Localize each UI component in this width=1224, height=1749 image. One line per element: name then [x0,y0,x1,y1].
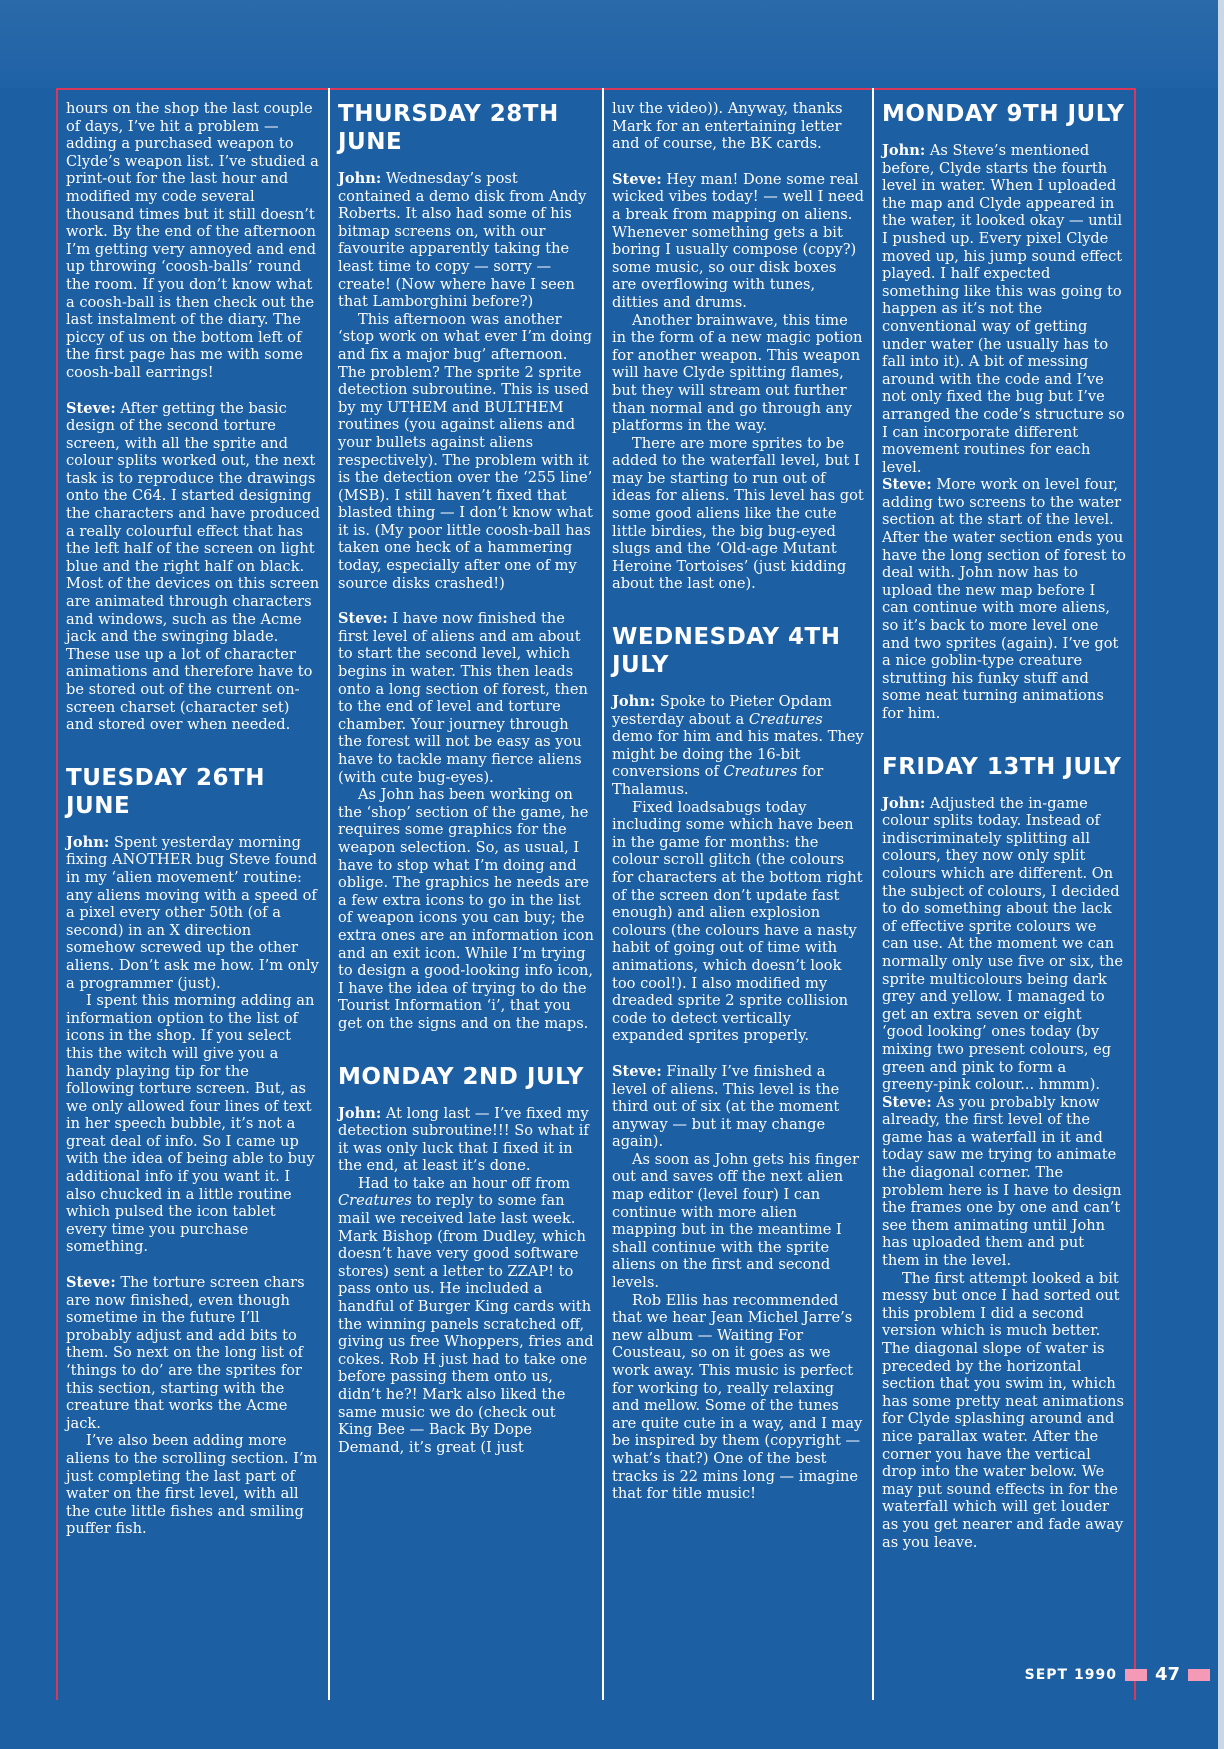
speaker-label: John: [882,794,926,812]
paragraph: As John has been working on the ‘shop’ section of the game, he requires some graphics for the weapon selection. So, as usual, I have to stop what I’m doing and oblige. The graphics he needs are a few extra icons to go in the list of weapon icons you can buy; the extra ones are an information icon and an exit icon. While I’m trying to design a good-looking info icon, I have the idea of trying to do the Tourist Information ‘i’, that you get on the signs and on the maps. [338,786,594,1032]
paragraph: Fixed loadsabugs today including some which have been in the game for months: the colour scroll glitch (the colours for characters at the bottom right of the screen don’t update fast enough) and alien explosion colours (the colours have a nasty habit of going out of time with animations, which doesn’t look too cool!). I also modified my dreaded sprite 2 sprite collision code to detect vertically expanded sprites properly. [612,798,863,1045]
speaker-label: Steve: [66,1274,116,1292]
issue-date: SEPT 1990 [1024,1666,1117,1683]
paragraph-text: After getting the basic design of the second torture screen, with all the sprite and colour splits worked out, the next task is to reproduce the drawings onto the C64. I started designing the characters and have produced a really colourful effect that has the left half of the screen on light blue and the right half on black. Most of the devices on this screen are animated through characters and windows, such as the Acme jack and the swinging blade. These use up a lot of character animations and therefore have to be stored out of the current on-screen charset (character set) and stored over when needed. [66,399,320,734]
page-top-margin [0,0,1224,88]
column-2 [328,88,602,1700]
diary-date-heading: WEDNESDAY 4TH JULY [612,624,841,679]
footer-bar-right [1188,1669,1210,1681]
paragraph [66,400,320,734]
page-number: 47 [1154,1664,1180,1685]
paragraph: There are more sprites to be added to the waterfall level, but I may be starting to run out of ideas for aliens. This level has got some good aliens like the cute little birdies, the big bug-eyed slugs and the ‘Old-age Mutant Heroine Tortoises’ (just kidding about the last one). [612,434,864,593]
speaker-label: John: [66,833,110,851]
paragraph [882,795,1126,1094]
paragraph [882,142,1126,476]
paragraph-text: As you probably know already, the first level of the game has a waterfall in it and today saw me trying to animate the diagonal corner. The problem here is I have to design the frames one by one and can’t see them animating until John has uploaded them and put them in the level. [882,1093,1122,1270]
paragraph-text: Spent yesterday morning fixing ANOTHER bug Steve found in my ‘alien movement’ routine: any aliens moving with a speed of a pixel every other 50th (of a second) in an X direction somehow screwed up the other aliens. Don’t ask me how. I’m only a programmer (just). [66,833,319,992]
speaker-label: Steve: [338,610,388,628]
game-title: Creatures [748,710,823,728]
speaker-label: Steve: [612,1062,662,1080]
paragraph-text: At long last — I’ve fixed my detection subroutine!!! So what if it was only luck that I fixed it in the end, at least it’s done. [338,1104,589,1175]
paragraph: I spent this morning adding an information option to the list of icons in the shop. If you select this the witch will give you a handy playing tip for the following torture screen. But, as we only allowed four lines of text in her speech bubble, it’s not a great deal of info. So I came up with the idea of being able to buy additional info if you want it. I also chucked in a little routine which pulsed the icon tablet every time you purchase something. [66,992,315,1256]
paragraph-text: for Thalamus. [612,763,824,798]
paragraph-text: Finally I’ve finished a level of aliens. This level is the third out of six (at the moment anyway — but it may change again). [612,1062,840,1151]
paragraph [338,170,594,311]
speaker-label: Steve: [66,399,116,417]
paragraph-text: to reply to some fan mail we received late last week. Mark Bishop (from Dudley, which doesn’t have very good software stores) sent a letter to ZZAP! to pass onto us. He included a handful of Burger King cards with the winning panels scratched off, giving us free Whoppers, fries and cokes. Rob H just had to take one before passing them onto us, didn’t he?! Mark also liked the same music we do (check out King Bee — Back By Dope Demand, it’s great (I just [338,1192,594,1456]
game-title: Creatures [723,763,798,781]
paragraph-text: More work on level four, adding two screens to the water section at the start of the level. After the water section ends you have the long section of forest to deal with. John now has to upload the new map before I can continue with more aliens, so it’s back to more level one and two sprites (again). I’ve got a nice goblin-type creature strutting his funky stuff and some neat turning animations for him. [882,476,1126,722]
paragraph: hours on the shop the last couple of days, I’ve hit a problem — adding a purchased weapon to Clyde’s weapon list. I’ve studied a print-out for the last hour and modified my code several thousand times but it still doesn’t work. By the end of the afternoon I’m getting very annoyed and end up throwing ‘coosh-balls’ round the room. If you don’t know what a coosh-ball is then check out the last instalment of the diary. The piccy of us on the bottom left of the first page has me with some coosh-ball earrings! [66,100,319,381]
speaker-label: Steve: [882,476,932,494]
paragraph [882,476,1126,722]
paragraph-text: demo for him and his mates. They might be doing the 16-bit conversions of [612,728,864,781]
speaker-label: John: [338,170,382,187]
paragraph: The first attempt looked a bit messy but once I had sorted out this problem I did a second version which is much better. The diagonal slope of water is preceded by the horizontal section that you swim in, which has some pretty neat animations for Clyde splashing around and nice parallax water. After the corner you have the vertical drop into the water below. We may put sound effects in for the waterfall which will get louder as you get nearer and fade away as you leave. [882,1269,1124,1551]
page-footer [1025,1664,1210,1685]
speaker-label: John: [612,693,656,711]
speaker-label: John: [338,1104,382,1122]
paragraph: luv the video)). Anyway, thanks Mark for an entertaining letter and of course, the BK cards. [612,100,843,153]
paragraph-text: The torture screen chars are now finished, even though sometime in the future I’ll probably adjust and add bits to them. So next on the long list of ‘things to do’ are the sprites for this section, starting with the creature that works the Acme jack. [66,1274,305,1432]
game-title: Creatures [338,1192,412,1210]
footer-bar-left [1125,1669,1147,1681]
diary-date-heading: TUESDAY 26TH JUNE [66,764,265,819]
diary-date-heading: MONDAY 2ND JULY [338,1063,584,1090]
paragraph: I’ve also been adding more aliens to the scrolling section. I’m just completing the last part of water on the first level, with all the cute little fishes and smiling puffer fish. [66,1432,318,1538]
paragraph [66,1274,320,1432]
paragraph-text: Spoke to Pieter Opdam yesterday about a [612,693,832,728]
paragraph: Rob Ellis has recommended that we hear Jean Michel Jarre’s new album — Waiting For Cousteau, so on it goes as we work away. This music is perfect for working to, really relaxing and mellow. Some of the tunes are quite cute in a way, and I may be inspired by them (copyright — what’s that?) One of the best tracks is 22 mins long — imagine that for title music! [612,1291,863,1503]
paragraph [612,1063,864,1151]
paragraph-text: As Steve’s mentioned before, Clyde starts the fourth level in water. When I uploaded the map and Clyde appeared in the water, it looked okay — until I pushed up. Every pixel Clyde moved up, his jump sound effect played. I half expected something like this was going to happen as it’s not the conventional way of getting under water (he usually has to fall into it). A bit of messing around with the code and I’ve not only fixed the bug but I’ve arranged the code’s structure so I can incorporate different movement routines for each level. [882,142,1125,476]
paragraph-text: Wednesday’s post contained a demo disk from Andy Roberts. It also had some of his bitmap screens on, with our favourite apparently taking the least time to copy — sorry — create! (Now where have I seen that Lamborghini before?) [338,170,587,311]
diary-date-heading: MONDAY 9TH JULY [882,101,1125,127]
paragraph: As soon as John gets his finger out and saves off the next alien map editor (level four) I can continue with more alien mapping but in the meantime I shall continue with the sprite aliens on the first and second levels. [612,1150,859,1292]
paragraph-text: Had to take an hour off from [358,1174,571,1192]
paragraph: This afternoon was another ‘stop work on what ever I’m doing and fix a major bug’ afternoon. The problem? The sprite 2 sprite detection subroutine. This is used by my UTHEM and BULTHEM routines (you against aliens and your bullets against aliens respectively). The problem with it is the detection over the ‘255 line’ (MSB). I still haven’t fixed that blasted thing — I don’t know what it is. (My poor little coosh-ball has taken one heck of a hammering today, especially after one of my source disks crashed!) [338,310,593,592]
paragraph [882,1094,1126,1270]
paragraph: Another brainwave, this time in the form of a new magic potion for another weapon. This weapon will have Clyde spitting flames, but they will stream out further than normal and go through any platforms in the way. [612,311,863,435]
paragraph [338,610,594,786]
paragraph-text: Adjusted the in-game colour splits today. Instead of indiscriminately splitting all colours, they now only split colours which are different. On the subject of colours, I decided to do something about the lack of effective sprite colours we can use. At the moment we can normally only use five or six, the sprite multicolours being dark grey and yellow. I managed to get an extra seven or eight ‘good looking’ ones today (by mixing two present colours, eg green and pink to form a greeny-pink colour... hmmm). [882,794,1124,1094]
paragraph-text: Hey man! Done some real wicked vibes today! — well I need a break from mapping on aliens. Whenever something gets a bit boring I usually compose (copy?) some music, so our disk boxes are overflowing with tunes, ditties and drums. [612,170,865,311]
speaker-label: Steve: [612,170,662,188]
column-1 [58,88,328,1700]
diary-date-heading: THURSDAY 28TH JUNE [338,101,559,155]
paragraph [338,1175,594,1457]
speaker-label: Steve: [882,1093,932,1111]
speaker-label: John: [882,142,926,159]
page-edge [1218,0,1224,1749]
column-4 [872,88,1134,1700]
diary-date-heading: FRIDAY 13TH JULY [882,753,1122,780]
paragraph [612,693,864,799]
paragraph [338,1105,594,1175]
column-3 [602,88,872,1700]
paragraph [612,171,864,312]
paragraph-text: I have now finished the first level of aliens and am about to start the second level, which begins in water. This then leads onto a long section of forest, then to the end of level and torture chamber. Your journey through the forest will not be easy as you have to tackle many fierce aliens (with cute bug-eyes). [338,610,588,786]
paragraph [66,834,320,992]
